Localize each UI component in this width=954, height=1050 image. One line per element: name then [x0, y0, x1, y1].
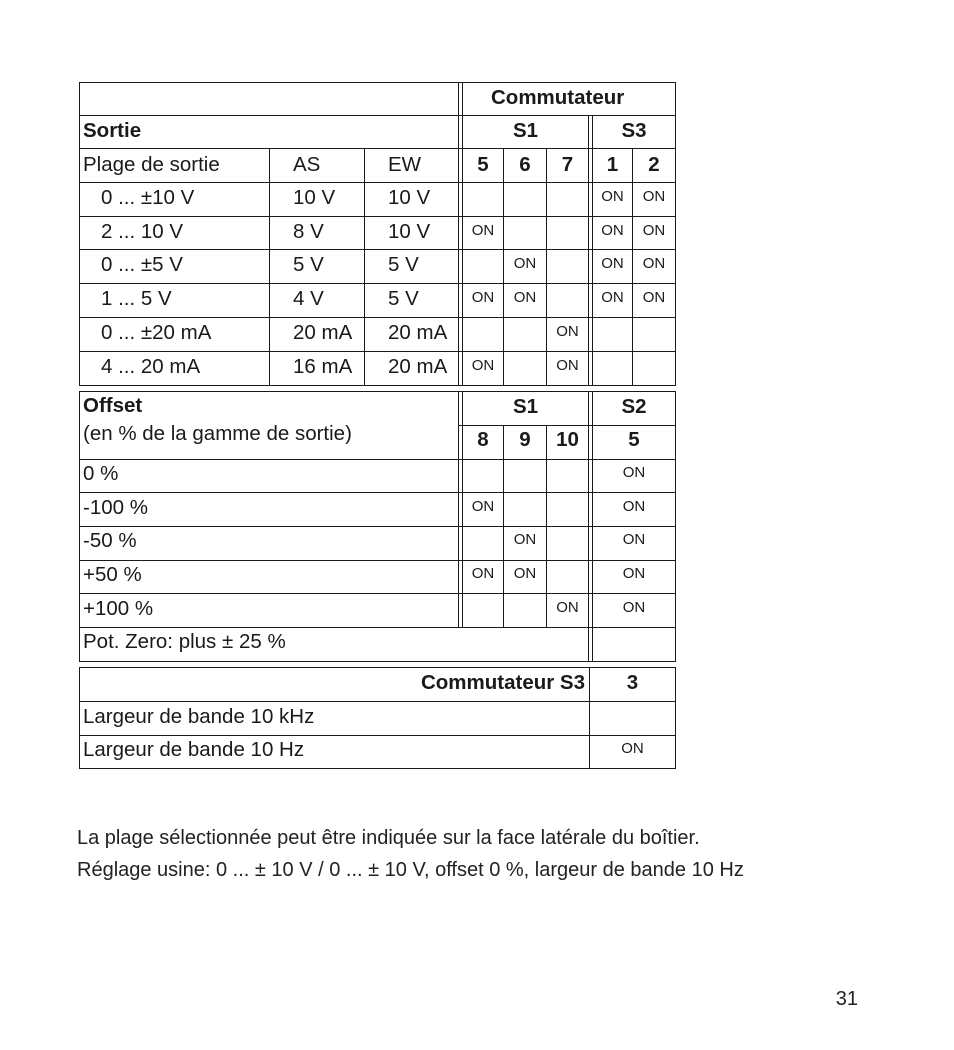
ew-cell: 5 V	[388, 287, 419, 310]
switch-cell: ON	[601, 289, 624, 306]
s1-header: S1	[512, 119, 539, 142]
offset-subtitle: (en % de la gamme de sortie)	[83, 422, 352, 445]
switch-cell: ON	[513, 565, 537, 582]
as-cell: 20 mA	[293, 321, 353, 344]
bandwidth-label-cell: Largeur de bande 10 Hz	[83, 738, 305, 761]
switch-col-6: 6	[519, 153, 531, 176]
ew-cell: 10 V	[388, 220, 431, 243]
switch-cell: ON	[642, 222, 666, 239]
switch-cell: ON	[471, 357, 495, 374]
switch-cell: ON	[601, 222, 624, 239]
commutateur-header: Commutateur	[491, 86, 625, 109]
switch-col-10: 10	[556, 428, 579, 451]
switch-cell: ON	[622, 464, 646, 481]
switch-cell: ON	[621, 740, 644, 757]
range-cell: 1 ... 5 V	[101, 287, 172, 310]
offset-label-cell: +100 %	[83, 597, 154, 620]
switch-cell: ON	[513, 531, 537, 548]
switch-cell: ON	[642, 188, 666, 205]
switch-cell: ON	[601, 188, 624, 205]
plage-column-header: Plage de sortie	[83, 153, 220, 176]
switch-col-s2-5: 5	[628, 428, 640, 451]
as-cell: 10 V	[293, 186, 336, 209]
as-cell: 16 mA	[293, 355, 353, 378]
as-cell: 4 V	[293, 287, 324, 310]
switch-col-s3-3: 3	[626, 671, 639, 694]
note-line-1: La plage sélectionnée peut être indiquée sur la face latérale du boîtier.	[77, 827, 700, 849]
s3-header: S3	[621, 119, 647, 142]
switch-cell: ON	[556, 599, 579, 616]
offset-label-cell: -50 %	[83, 529, 137, 552]
switch-col-2: 2	[648, 153, 660, 176]
switch-cell: ON	[513, 289, 537, 306]
offset-label-cell: 0 %	[83, 462, 119, 485]
switch-col-9: 9	[519, 428, 531, 451]
offset-label-cell: +50 %	[83, 563, 142, 586]
range-cell: 4 ... 20 mA	[101, 355, 201, 378]
offset-label-cell: -100 %	[83, 496, 148, 519]
s1-header: S1	[512, 395, 539, 418]
sortie-header: Sortie	[83, 119, 142, 142]
switch-cell: ON	[642, 255, 666, 272]
switch-cell: ON	[471, 222, 495, 239]
offset-title: Offset	[83, 394, 143, 417]
ew-column-header: EW	[388, 153, 422, 176]
ew-cell: 10 V	[388, 186, 431, 209]
s2-header: S2	[621, 395, 647, 418]
switch-cell: ON	[622, 498, 646, 515]
as-cell: 5 V	[293, 253, 324, 276]
ew-cell: 20 mA	[388, 355, 448, 378]
switch-cell: ON	[642, 289, 666, 306]
switch-col-7: 7	[561, 153, 574, 176]
switch-cell: ON	[556, 323, 579, 340]
switch-cell: ON	[622, 565, 646, 582]
bandwidth-label-cell: Largeur de bande 10 kHz	[83, 705, 315, 728]
commutateur-s3-header: Commutateur S3	[420, 671, 585, 694]
switch-cell: ON	[601, 255, 624, 272]
range-cell: 2 ... 10 V	[101, 220, 184, 243]
switch-cell: ON	[622, 599, 646, 616]
switch-col-5: 5	[477, 153, 489, 176]
page-number: 31	[835, 988, 858, 1010]
range-cell: 0 ... ±20 mA	[101, 321, 212, 344]
range-cell: 0 ... ±10 V	[101, 186, 195, 209]
switch-col-1: 1	[606, 153, 619, 176]
pot-zero-cell: Pot. Zero: plus ± 25 %	[83, 630, 286, 653]
switch-cell: ON	[622, 531, 646, 548]
switch-cell: ON	[471, 565, 495, 582]
as-column-header: AS	[293, 153, 321, 176]
switch-col-8: 8	[477, 428, 489, 451]
as-cell: 8 V	[293, 220, 324, 243]
note-line-2: Réglage usine: 0 ... ± 10 V / 0 ... ± 10 V, offset 0 %, largeur de bande 10 Hz	[77, 859, 744, 881]
range-cell: 0 ... ±5 V	[101, 253, 183, 276]
switch-cell: ON	[556, 357, 579, 374]
switch-cell: ON	[471, 289, 495, 306]
switch-cell: ON	[471, 498, 495, 515]
ew-cell: 5 V	[388, 253, 419, 276]
ew-cell: 20 mA	[388, 321, 448, 344]
switch-cell: ON	[513, 255, 537, 272]
